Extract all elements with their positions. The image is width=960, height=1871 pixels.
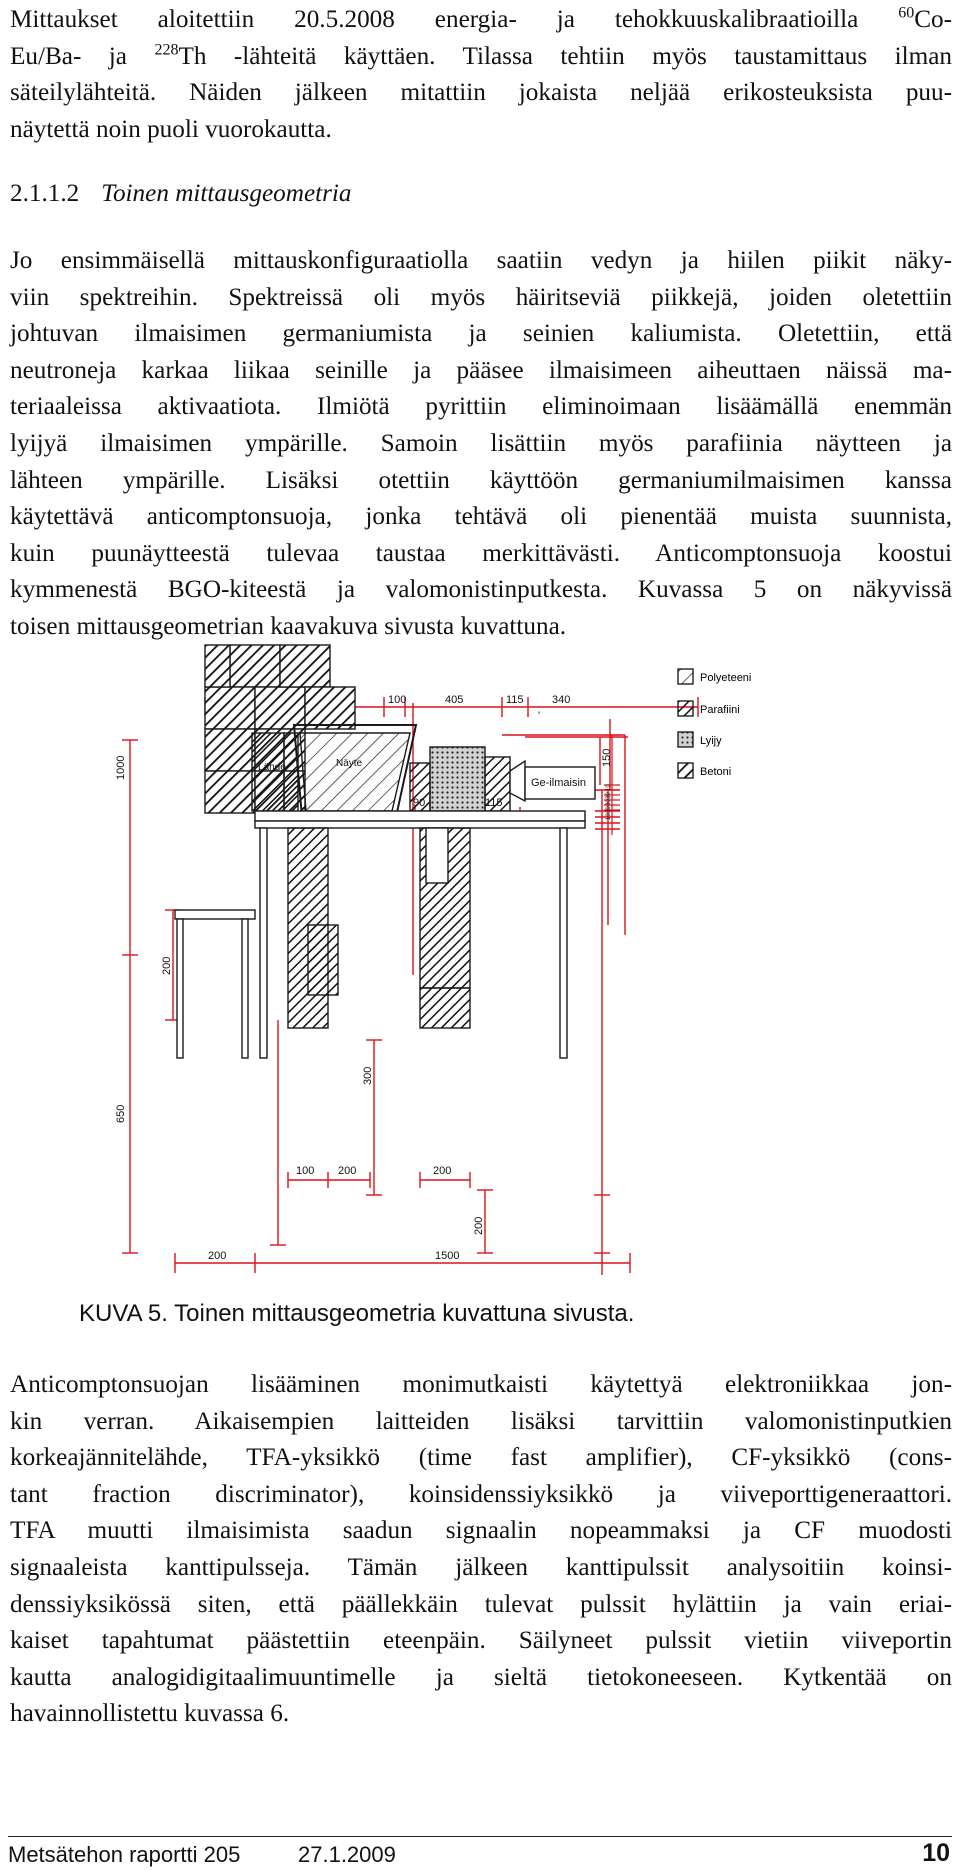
paragraph-line: denssiyksikössä siten, että päällekkäin tulevat pulssit hylättiin ja vain eriai- [10,1590,952,1618]
text-run: Mittaukset aloitettiin 20.5.2008 energia- ja tehokkuuskalibraatioilla [10,6,899,33]
concrete-block [280,645,330,687]
concrete-block [230,645,280,687]
paragraph-line: havainnollistettu kuvassa 6. [10,1700,290,1728]
page-number: 10 [922,1839,950,1867]
legend-swatch-polyethylene [678,669,693,684]
text-run: Eu/Ba- ja [10,42,155,70]
table-rim [255,821,585,828]
paraffin-block [485,757,510,811]
dim-label: 200 [433,1165,452,1177]
polyethylene-sample [300,733,410,811]
paragraph-line: TFA muutti ilmaisimista saadun signaalin nopeammaksi ja CF muodosti [10,1517,952,1545]
dim-label: 150 [601,748,613,767]
side-table-leg [242,919,248,1058]
dim-label: 200 [338,1165,357,1177]
paragraph-line: viin spektreihin. Spektreissä oli myös häiritseviä piikkejä, joiden oletettiin [10,283,952,311]
superscript: 228 [154,41,179,59]
tick-mark: ' [538,710,541,722]
legend-label: Lyijy [700,735,722,747]
lead-shield [430,747,485,811]
paragraph-line: kuin puunäytteestä tulevaa taustaa merkittävästi. Anticomptonsuoja koostui [10,539,952,567]
concrete-block [305,687,355,729]
detector-cone [510,761,525,801]
paragraph-line: signaaleista kanttipulsseja. Tämän jälkeen kanttipulssit analysoitiin koinsi- [10,1553,952,1581]
sample-label: Näyte [336,758,363,769]
paragraph-line: lyijyä ilmaisimen ympärille. Samoin lisättiin myös parafiinia näytteen ja [10,429,952,457]
dim-label: 30 [606,792,612,799]
legend-swatch-lead [678,732,693,747]
support-rod [426,828,448,883]
paraffin-block [410,763,430,811]
legend-swatch-concrete [678,763,693,778]
dim-label: 10 [606,784,612,791]
paraffin-column [420,988,470,1028]
dim-label: 200 [473,1216,485,1235]
measurement-geometry-figure [115,672,960,1275]
side-table-leg [177,919,183,1058]
paragraph-line: lähteen ympärille. Lisäksi otettiin käyttöön germaniumilmaisimen kanssa [10,466,952,494]
paragraph-line: näytettä noin puoli vuorokautta. [10,115,332,143]
side-table-top [175,910,255,919]
footer-date: 27.1.2009 [298,1842,396,1867]
section-number: 2.1.1.2 [10,180,80,207]
small-dimension-labels [606,784,612,820]
legend [678,669,751,778]
concrete-block [205,771,255,813]
paragraph-line: toisen mittausgeometrian kaavakuva sivusta kuvattuna. [10,612,567,640]
source-label: Lähde [258,762,286,773]
paragraph-line: tant fraction discriminator), koinsidenssiyksikkö ja viiveporttigeneraattori. [10,1480,952,1508]
table-leg [260,828,267,1058]
table-top [255,811,585,821]
dim-label: 100 [388,694,407,706]
intro-paragraph [10,2,952,148]
paragraph-line: Anticomptonsuojan lisääminen monimutkaisti käytettyä elektroniikkaa jon- [10,1371,952,1398]
paraffin-column [308,925,338,995]
paragraph-line [10,39,952,76]
dim-label: 1000 [115,755,127,780]
paragraph-line: teriaaleissa aktivaatiota. Ilmiötä pyrittiin eliminoimaan lisäämällä enemmän [10,393,952,421]
legend-label: Betoni [700,766,732,778]
body-paragraph [10,243,952,646]
legend-label: Parafiini [700,704,740,716]
figure-caption: KUVA 5. Toinen mittausgeometria kuvattuna sivusta. [79,1300,635,1327]
section-title: Toinen mittausgeometria [101,180,352,207]
dim-label: 1500 [435,1250,460,1262]
text-run: Th -lähteitä käyttäen. Tilassa tehtiin myös taustamittaus ilman [178,42,952,70]
footer-rule [8,1836,952,1837]
dim-label: 30 [606,806,612,813]
dim-label: 300 [362,1066,374,1085]
paragraph-line: kautta analogidigitaalimuuntimelle ja sieltä tietokoneeseen. Kytkentää on [10,1663,952,1691]
paragraph-line: Jo ensimmäisellä mittauskonfiguraatiolla saatiin vedyn ja hiilen piikit näky- [10,247,952,274]
dim-label: 200 [208,1250,227,1262]
legend-label: Polyeteeni [700,672,752,684]
legend-swatch-paraffin [678,701,693,716]
paragraph-line: säteilylähteitä. Näiden jälkeen mitattiin jokaista neljää erikosteuksista puu- [10,79,952,107]
dim-label: 200 [161,956,173,975]
table-leg [560,828,567,1058]
superscript: 60 [898,4,915,22]
paragraph-line: neutroneja karkaa liikaa seinille ja pääsee ilmaisimeen aiheuttaen näissä ma- [10,356,952,384]
paragraph-line [10,2,952,39]
dim-label: 405 [445,694,464,706]
dim-label: 30 [606,799,612,806]
dim-label: 650 [115,1104,127,1123]
body-paragraph [10,1367,952,1733]
paragraph-line: käytettävä anticomptonsuoja, jonka tehtävä oli pienentää muista suunnista, [10,503,952,531]
section-heading [10,180,352,208]
dim-label: 115 [506,694,524,706]
paragraph-line: kymmenestä BGO-kiteestä ja valomonistinputkesta. Kuvassa 5 on näkyvissä [10,576,952,604]
footer-report-name: Metsätehon raportti 205 [8,1842,241,1867]
text-run: Co- [914,6,952,33]
concrete-block [205,645,230,687]
dim-label: 340 [552,694,571,706]
concrete-block [205,687,255,729]
concrete-block [205,729,255,771]
detector-label: Ge-ilmaisin [531,777,587,789]
concrete-block [255,687,305,729]
dim-label: 10 [606,813,612,820]
paragraph-line: kin verran. Aikaisempien laitteiden lisäksi tarvittiin valomonistinputkien [10,1407,952,1435]
paragraph-line: kaiset tapahtumat päästettiin eteenpäin. Säilyneet pulssit vietiin viiveportin [10,1627,952,1655]
paragraph-line: korkeajännitelähde, TFA-yksikkö (time fast amplifier), CF-yksikkö (cons- [10,1444,952,1472]
dim-label: 100 [296,1165,315,1177]
paragraph-line: johtuvan ilmaisimen germaniumista ja seinien kaliumista. Oletettiin, että [10,320,952,348]
